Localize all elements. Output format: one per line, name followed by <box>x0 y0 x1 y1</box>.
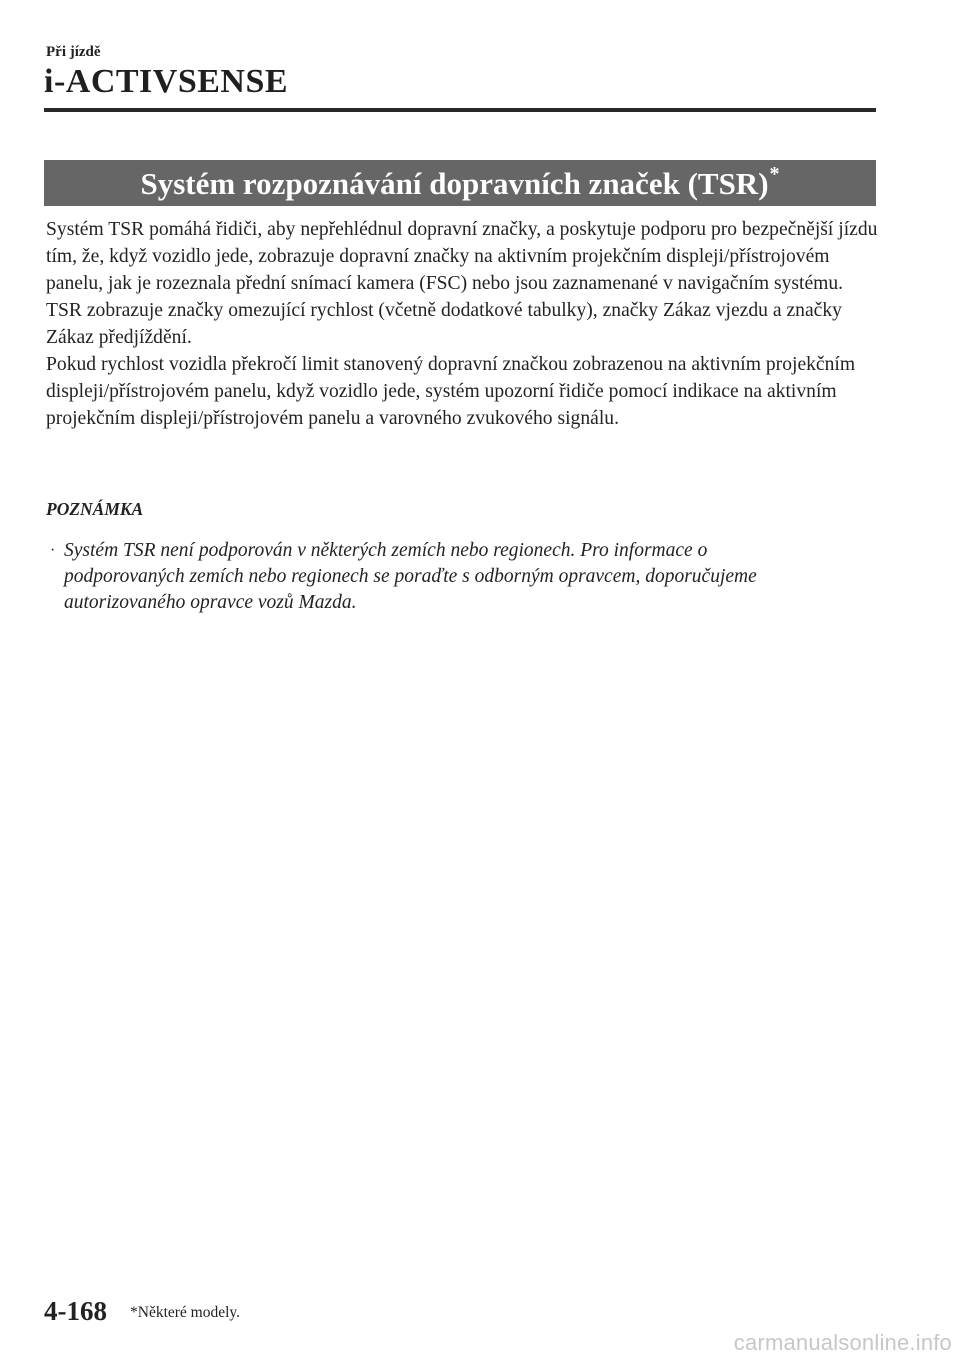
section-title-banner <box>44 160 876 206</box>
page-number: 4-168 <box>44 1296 107 1326</box>
body-paragraph: Pokud rychlost vozidla překročí limit stanovený dopravní značkou zobrazenou na aktivním projekčním displeji/přístrojovém panelu, když vozidlo jede, systém upozorní řidiče pomocí indikace na aktivním projekčním displeji/přístrojovém panelu a varovného zvukového signálu. <box>46 354 856 429</box>
chapter-title: i-ACTIVSENSE <box>44 63 289 100</box>
section-title: Systém rozpoznávání dopravních značek (TSR) <box>140 166 769 201</box>
bullet-icon: · <box>50 542 56 559</box>
watermark: carmanualsonline.info <box>733 1330 952 1355</box>
footnote: *Některé modely. <box>130 1304 241 1321</box>
section-label: Při jízdě <box>46 44 101 60</box>
note-text: Systém TSR není podporován v některých zemích nebo regionech. Pro informace o podporovaných zemích nebo regionech se poraďte s odborným opravcem, doporučujeme autorizovaného opravce vozů Mazda. <box>64 540 757 613</box>
note-list-item <box>50 538 810 616</box>
body-text <box>46 216 882 432</box>
header-divider <box>44 108 876 112</box>
body-paragraph: TSR zobrazuje značky omezující rychlost (včetně dodatkové tabulky), značky Zákaz vjezdu a značky Zákaz předjíždění. <box>46 300 842 348</box>
optional-equipment-marker: * <box>769 163 780 185</box>
body-paragraph: Systém TSR pomáhá řidiči, aby nepřehlédnul dopravní značky, a poskytuje podporu pro bezpečnější jízdu tím, že, když vozidlo jede, zobrazuje dopravní značky na aktivním projekčním displeji/přístrojovém panelu, jak je rozeznala přední snímací kamera (FSC) nebo jsou zaznamenané v navigačním systému. <box>46 219 878 294</box>
note-heading: POZNÁMKA <box>46 499 144 519</box>
